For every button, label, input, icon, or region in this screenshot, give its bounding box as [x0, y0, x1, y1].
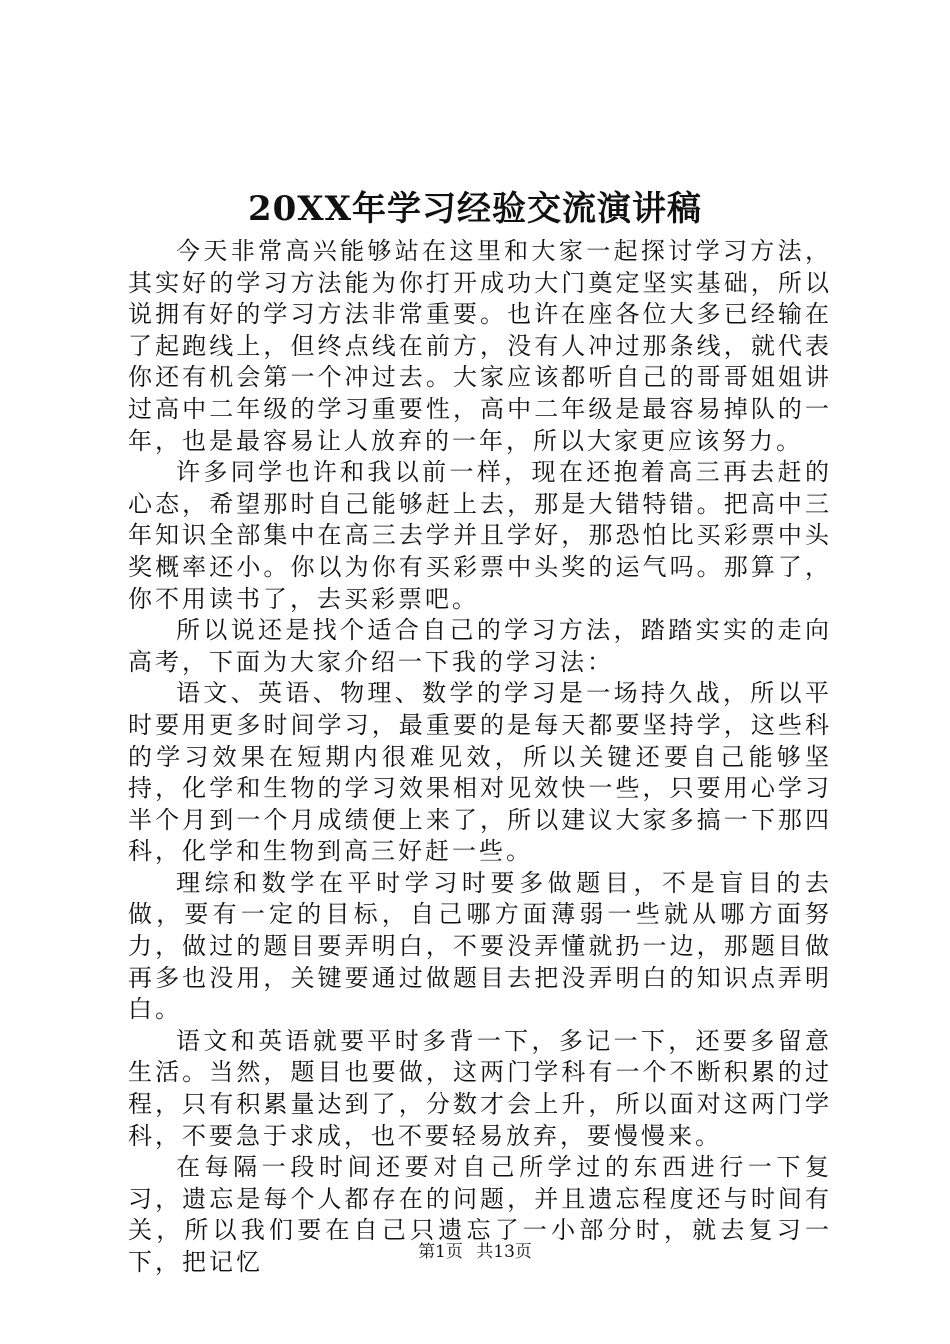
- paragraph: 语文、英语、物理、数学的学习是一场持久战，所以平时要用更多时间学习，最重要的是每天都要坚持学，这些科的学习效果在短期内很难见效，所以关键还要自己能够坚持，化学和生物的学习效果相对见效快一些，只要用心学习半个月到一个月成绩便上来了，所以建议大家多搞一下那四科，化学和生物到高三好赶一些。: [128, 679, 832, 866]
- document-title: 20XX年学习经验交流演讲稿: [247, 189, 703, 229]
- paragraph: 理综和数学在平时学习时要多做题目，不是盲目的去做，要有一定的目标，自己哪方面薄弱一些就从哪方面努力，做过的题目要弄明白，不要没弄懂就扔一边，那题目做再多也没用，关键要通过做题目去把没弄明白的知识点弄明白。: [128, 868, 832, 1024]
- page-total: 共13页: [476, 1242, 532, 1262]
- page-number: 第1页: [418, 1242, 463, 1262]
- paragraph: 语文和英语就要平时多背一下，多记一下，还要多留意生活。当然，题目也要做，这两门学科有一个不断积累的过程，只有积累量达到了，分数才会上升，所以面对这两门学科，不要急于求成，也不要轻易放弃，要慢慢来。: [128, 1026, 832, 1150]
- paragraph: 在每隔一段时间还要对自己所学过的东西进行一下复习，遗忘是每个人都存在的问题，并且遗忘程度还与时间有关，所以我们要在自己只遗忘了一小部分时，就去复习一下，把记忆: [128, 1153, 832, 1276]
- page-footer: [0, 1240, 950, 1264]
- paragraph: 今天非常高兴能够站在这里和大家一起探讨学习方法，其实好的学习方法能为你打开成功大门奠定坚实基础，所以说拥有好的学习方法非常重要。也许在座各位大多已经输在了起跑线上，但终点线在前方，没有人冲过那条线，就代表你还有机会第一个冲过去。大家应该都听自己的哥哥姐姐讲过高中二年级的学习重要性，高中二年级是最容易掉队的一年，也是最容易让人放弃的一年，所以大家更应该努力。: [128, 237, 832, 455]
- paragraph: 许多同学也许和我以前一样，现在还抱着高三再去赶的心态，希望那时自己能够赶上去，那是大错特错。把高中三年知识全部集中在高三去学并且学好，那恐怕比买彩票中头奖概率还小。你以为你有买彩票中头奖的运气吗。那算了，你不用读书了，去买彩票吧。: [128, 458, 832, 613]
- paragraph: 所以说还是找个适合自己的学习方法，踏踏实实的走向高考，下面为大家介绍一下我的学习法：: [128, 616, 832, 676]
